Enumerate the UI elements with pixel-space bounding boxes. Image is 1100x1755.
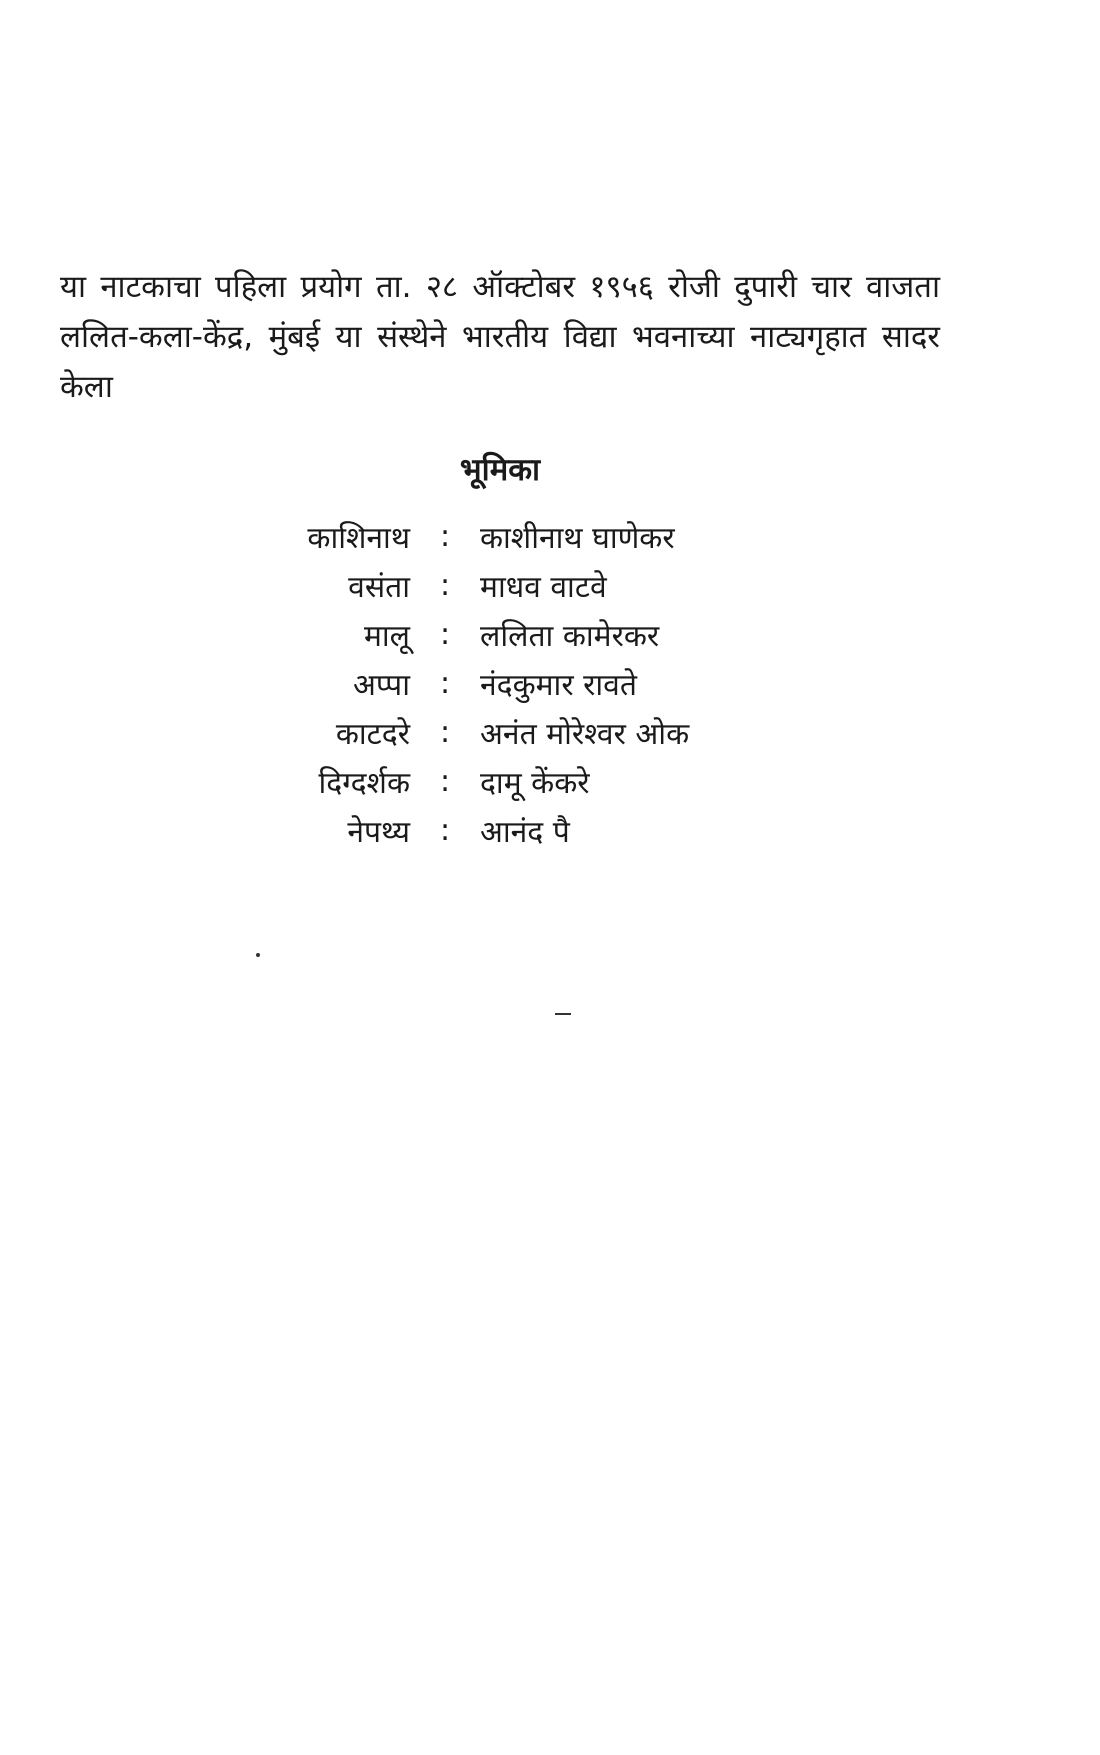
cast-role: वसंता (348, 570, 410, 605)
cast-separator: : (439, 813, 451, 848)
cast-separator: : (439, 568, 451, 603)
cast-row (230, 806, 790, 855)
cast-role: नेपथ्य (347, 815, 410, 850)
cast-actor: माधव वाटवे (480, 570, 607, 605)
cast-role: अप्पा (353, 668, 410, 703)
cast-separator: : (439, 764, 451, 799)
cast-row (230, 561, 790, 610)
cast-actor: ललिता कामेरकर (480, 619, 660, 654)
cast-separator: : (439, 617, 451, 652)
cast-actor: आनंद पै (480, 815, 570, 850)
cast-list (230, 512, 790, 855)
cast-separator: : (439, 715, 451, 750)
cast-row (230, 757, 790, 806)
print-speck (256, 953, 260, 957)
cast-actor: काशीनाथ घाणेकर (480, 521, 675, 556)
cast-separator: : (439, 666, 451, 701)
cast-separator: : (439, 519, 451, 554)
cast-row (230, 610, 790, 659)
cast-heading: भूमिका (459, 452, 541, 488)
cast-row (230, 659, 790, 708)
cast-row (230, 708, 790, 757)
cast-role: काटदरे (335, 717, 410, 752)
cast-role: काशिनाथ (307, 521, 410, 556)
cast-actor: दामू केंकरे (480, 766, 590, 801)
cast-role: मालू (363, 619, 410, 654)
cast-actor: अनंत मोरेश्वर ओक (480, 717, 690, 752)
cast-row (230, 512, 790, 561)
cast-actor: नंदकुमार रावते (480, 668, 637, 703)
first-performance-note: या नाटकाचा पहिला प्रयोग ता. २८ ऑक्टोबर १९५६ रोजी दुपारी चार वाजता ललित-कला-केंद्र, मुंबई या संस्थेने भारतीय विद्या भवनाच्या नाट्यगृहात सादर केला (60, 269, 940, 405)
print-mark (555, 1013, 571, 1015)
cast-role: दिग्दर्शक (318, 766, 410, 801)
